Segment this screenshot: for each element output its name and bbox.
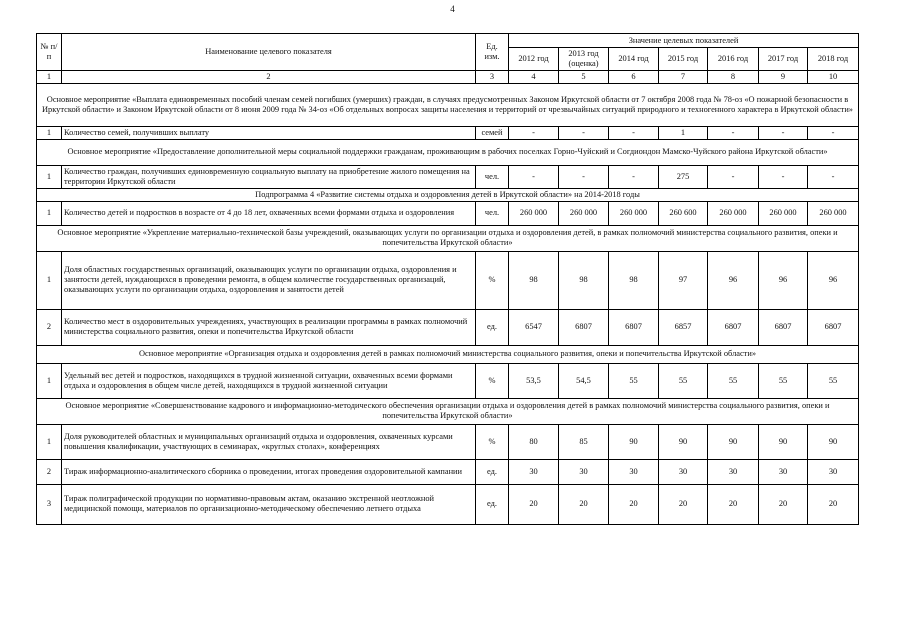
table-row	[37, 251, 859, 309]
unit-cell: чел.	[476, 201, 509, 225]
value-cell: 30	[808, 459, 859, 484]
value-cell: 30	[708, 459, 759, 484]
header-year: 2012 год	[509, 48, 559, 71]
row-number: 1	[37, 201, 62, 225]
value-cell: 275	[659, 165, 708, 188]
section-title: Основное мероприятие «Укрепление материально-технической базы учреждений, оказывающих услуги по организации отдыха и оздоровления детей, в рамках полномочий министерства социального развития, опеки и попечительства Иркутской области»	[37, 225, 859, 251]
indicator-name: Количество граждан, получивших единовременную социальную выплату на приобретение жилого помещения на территории Иркутской области	[62, 165, 476, 188]
value-cell: 6857	[659, 309, 708, 345]
section-title: Основное мероприятие «Предоставление дополнительной меры социальной поддержки гражданам, проживающим в рабочих поселках Горно-Чуйский и Согдиондон Мамско-Чуйского района Иркутской области»	[37, 139, 859, 165]
value-cell: 20	[659, 484, 708, 524]
value-cell: 6807	[759, 309, 808, 345]
value-cell: 90	[708, 424, 759, 459]
section-title: Основное мероприятие «Выплата единовременных пособий членам семей погибших (умерших) граждан, в случаях предусмотренных Законом Иркутской области от 7 октября 2008 года № 78-оз «О пожарной безопасности в Иркутской области» и Законом Иркутской области от 8 июня 2009 года № 34-оз «Об отдельных вопросах защиты населения и территорий от чрезвычайных ситуаций природного и техногенного характера в Иркутской области»	[37, 83, 859, 126]
header-values-group: Значение целевых показателей	[509, 34, 859, 48]
header-year: 2016 год	[708, 48, 759, 71]
value-cell: 6807	[808, 309, 859, 345]
subprogram-title: Подпрограмма 4 «Развитие системы отдыха и оздоровления детей в Иркутской области» на 2014-2018 годы	[37, 188, 859, 201]
value-cell: 260 000	[708, 201, 759, 225]
value-cell: 30	[659, 459, 708, 484]
column-number: 9	[759, 71, 808, 84]
table-row	[37, 398, 859, 424]
value-cell: 98	[509, 251, 559, 309]
header-year: 2014 год	[609, 48, 659, 71]
header-name: Наименование целевого показателя	[62, 34, 476, 71]
value-cell: 20	[509, 484, 559, 524]
value-cell: -	[759, 165, 808, 188]
value-cell: 1	[659, 126, 708, 139]
section-title: Основное мероприятие «Организация отдыха и оздоровления детей в рамках полномочий министерства социального развития, опеки и попечительства Иркутской области»	[37, 345, 859, 363]
row-number: 1	[37, 165, 62, 188]
value-cell: 98	[609, 251, 659, 309]
value-cell: -	[708, 126, 759, 139]
header-num: № п/п	[37, 34, 62, 71]
value-cell: -	[609, 165, 659, 188]
row-number: 1	[37, 126, 62, 139]
table-row	[37, 309, 859, 345]
column-number: 7	[659, 71, 708, 84]
value-cell: 30	[759, 459, 808, 484]
unit-cell: ед.	[476, 459, 509, 484]
header-year: 2013 год (оценка)	[559, 48, 609, 71]
value-cell: 55	[808, 363, 859, 398]
indicator-name: Тираж полиграфической продукции по нормативно-правовым актам, оказанию экстренной неотложной медицинской помощи, материалов по организационно-методическому обеспечению летнего отдыха	[62, 484, 476, 524]
row-number: 1	[37, 363, 62, 398]
table-row	[37, 225, 859, 251]
unit-cell: ед.	[476, 484, 509, 524]
row-number: 3	[37, 484, 62, 524]
unit-cell: чел.	[476, 165, 509, 188]
column-number: 2	[62, 71, 476, 84]
row-number: 2	[37, 309, 62, 345]
column-number: 4	[509, 71, 559, 84]
value-cell: 30	[559, 459, 609, 484]
page-number: 4	[450, 4, 455, 14]
value-cell: 80	[509, 424, 559, 459]
value-cell: 20	[609, 484, 659, 524]
value-cell: -	[808, 126, 859, 139]
value-cell: 30	[609, 459, 659, 484]
value-cell: 260 600	[659, 201, 708, 225]
header-year: 2018 год	[808, 48, 859, 71]
value-cell: 96	[708, 251, 759, 309]
value-cell: 97	[659, 251, 708, 309]
value-cell: 30	[509, 459, 559, 484]
row-number: 1	[37, 424, 62, 459]
value-cell: 260 000	[808, 201, 859, 225]
row-number: 1	[37, 251, 62, 309]
value-cell: 260 000	[609, 201, 659, 225]
value-cell: 260 000	[509, 201, 559, 225]
value-cell: 20	[808, 484, 859, 524]
value-cell: 6807	[708, 309, 759, 345]
table-row	[37, 363, 859, 398]
column-number: 10	[808, 71, 859, 84]
unit-cell: %	[476, 251, 509, 309]
header-year: 2017 год	[759, 48, 808, 71]
value-cell: -	[559, 165, 609, 188]
value-cell: 6807	[559, 309, 609, 345]
unit-cell: %	[476, 363, 509, 398]
indicator-name: Количество семей, получивших выплату	[62, 126, 476, 139]
unit-cell: семей	[476, 126, 509, 139]
section-title: Основное мероприятие «Совершенствование кадрового и информационно-методического обеспечения организации отдыха и оздоровления детей в рамках полномочий министерства социального развития, опеки и попечительства Иркутской области»	[37, 398, 859, 424]
value-cell: 96	[759, 251, 808, 309]
header-year: 2015 год	[659, 48, 708, 71]
value-cell: 54,5	[559, 363, 609, 398]
table-row	[37, 484, 859, 524]
table-row	[37, 126, 859, 139]
value-cell: 98	[559, 251, 609, 309]
column-number: 5	[559, 71, 609, 84]
value-cell: 53,5	[509, 363, 559, 398]
unit-cell: %	[476, 424, 509, 459]
indicator-name: Доля руководителей областных и муниципальных организаций отдыха и оздоровления, охваченных курсами повышения квалификации, участвующих в семинарах, «круглых столах», конференциях	[62, 424, 476, 459]
column-number: 1	[37, 71, 62, 84]
value-cell: -	[609, 126, 659, 139]
value-cell: 6547	[509, 309, 559, 345]
indicator-name: Удельный вес детей и подростков, находящихся в трудной жизненной ситуации, охваченных всеми формами отдыха и оздоровления в общем числе детей, находящихся в трудной жизненной ситуации	[62, 363, 476, 398]
value-cell: -	[759, 126, 808, 139]
table-row	[37, 424, 859, 459]
value-cell: 55	[759, 363, 808, 398]
row-number: 2	[37, 459, 62, 484]
table-row	[37, 201, 859, 225]
value-cell: 90	[759, 424, 808, 459]
table-row	[37, 83, 859, 126]
table-row	[37, 459, 859, 484]
value-cell: 96	[808, 251, 859, 309]
value-cell: -	[509, 165, 559, 188]
value-cell: 20	[559, 484, 609, 524]
value-cell: 20	[708, 484, 759, 524]
indicator-name: Количество мест в оздоровительных учреждениях, участвующих в реализации программы в рамках полномочий министерства социального развития, опеки и попечительства Иркутской области	[62, 309, 476, 345]
table-row	[37, 165, 859, 188]
column-number: 3	[476, 71, 509, 84]
value-cell: 90	[609, 424, 659, 459]
value-cell: 20	[759, 484, 808, 524]
value-cell: 55	[609, 363, 659, 398]
value-cell: 85	[559, 424, 609, 459]
indicator-name: Количество детей и подростков в возрасте от 4 до 18 лет, охваченных всеми формами отдыха и оздоровления	[62, 201, 476, 225]
column-number: 6	[609, 71, 659, 84]
value-cell: -	[559, 126, 609, 139]
value-cell: 55	[708, 363, 759, 398]
table-row	[37, 345, 859, 363]
target-indicators-table	[36, 33, 859, 525]
value-cell: 260 000	[759, 201, 808, 225]
value-cell: -	[708, 165, 759, 188]
value-cell: 90	[659, 424, 708, 459]
column-number: 8	[708, 71, 759, 84]
indicator-name: Доля областных государственных организаций, оказывающих услуги по организации отдыха, оздоровления и занятости детей, нуждающихся в проведении ремонта, в общем количестве государственных организаций, оказывающих услуги по организации отдыха, оздоровления и занятости детей	[62, 251, 476, 309]
indicator-name: Тираж информационно-аналитического сборника о проведении, итогах проведения оздоровительной кампании	[62, 459, 476, 484]
value-cell: 55	[659, 363, 708, 398]
value-cell: 90	[808, 424, 859, 459]
value-cell: 6807	[609, 309, 659, 345]
unit-cell: ед.	[476, 309, 509, 345]
header-unit: Ед. изм.	[476, 34, 509, 71]
value-cell: -	[509, 126, 559, 139]
value-cell: -	[808, 165, 859, 188]
value-cell: 260 000	[559, 201, 609, 225]
table-row	[37, 188, 859, 201]
table-row	[37, 139, 859, 165]
